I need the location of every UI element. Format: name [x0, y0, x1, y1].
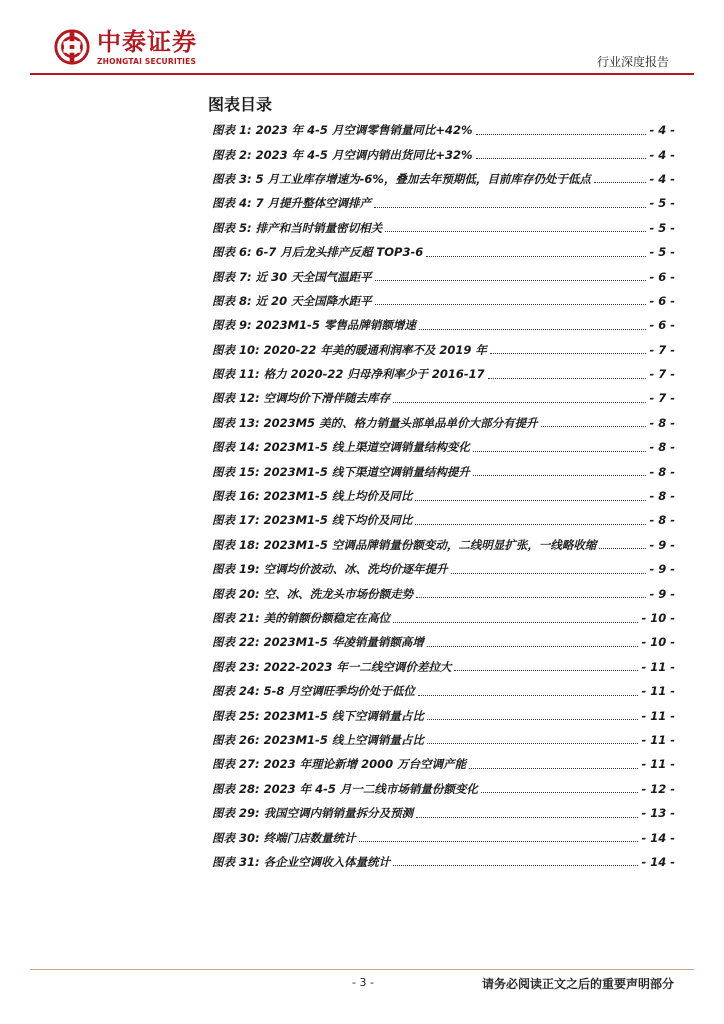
- toc-leader-dots: [415, 524, 646, 525]
- toc-item[interactable]: [212, 142, 675, 166]
- toc-leader-dots: [427, 646, 639, 647]
- toc-item-label: 图表 16: 2023M1-5 线上均价及同比: [212, 489, 413, 504]
- toc-leader-dots: [375, 280, 647, 281]
- toc-leader-dots: [393, 402, 646, 403]
- toc-leader-dots: [454, 670, 638, 671]
- toc-leader-dots: [427, 743, 639, 744]
- toc-item[interactable]: [212, 411, 675, 435]
- toc-leader-dots: [427, 719, 639, 720]
- toc-item-page: - 6 -: [649, 269, 675, 284]
- toc-item-page: - 4 -: [649, 147, 675, 162]
- toc-item-page: - 7 -: [649, 367, 675, 382]
- toc-item[interactable]: [212, 338, 675, 362]
- page-header: [0, 0, 724, 80]
- toc-item-label: 图表 10: 2020-22 年美的暖通利润率不及 2019 年: [212, 342, 487, 357]
- toc-item[interactable]: [212, 289, 675, 313]
- toc-item-label: 图表 23: 2022-2023 年一二线空调价差拉大: [212, 659, 452, 674]
- toc-item[interactable]: [212, 679, 675, 703]
- toc-item-page: - 14 -: [641, 854, 675, 869]
- toc-item-page: - 9 -: [649, 537, 675, 552]
- toc-item-page: - 4 -: [649, 123, 675, 138]
- toc-item-page: - 4 -: [649, 171, 675, 186]
- toc-item-label: 图表 29: 我国空调内销销量拆分及预测: [212, 806, 414, 821]
- toc-leader-dots: [419, 329, 647, 330]
- toc-item-label: 图表 12: 空调均价下滑伴随去库存: [212, 391, 391, 406]
- toc-item-label: 图表 4: 7 月提升整体空调排产: [212, 196, 372, 211]
- page-number: - 3 -: [352, 976, 374, 989]
- toc-item-page: - 14 -: [641, 830, 675, 845]
- toc-item[interactable]: [212, 167, 675, 191]
- toc-item-page: - 8 -: [649, 464, 675, 479]
- toc-item-page: - 11 -: [641, 732, 675, 747]
- toc-item-page: - 10 -: [641, 611, 675, 625]
- toc-leader-dots: [393, 622, 638, 623]
- toc-item-page: - 11 -: [641, 708, 675, 723]
- toc-item[interactable]: [212, 557, 675, 581]
- toc-item-page: - 8 -: [649, 415, 675, 430]
- toc-item[interactable]: [212, 118, 675, 142]
- toc-item[interactable]: [212, 655, 675, 679]
- toc-leader-dots: [418, 695, 639, 696]
- toc-item-label: 图表 22: 2023M1-5 华凌销量销额高增: [212, 635, 424, 650]
- toc-item[interactable]: [212, 752, 675, 776]
- toc-item-label: 图表 24: 5-8 月空调旺季均价处于低位: [212, 684, 415, 699]
- toc-leader-dots: [385, 231, 646, 232]
- logo-english-name: ZHONGTAI SECURITIES: [97, 56, 197, 66]
- toc-item-label: 图表 28: 2023 年 4-5 月一二线市场销量份额变化: [212, 781, 478, 796]
- toc-item-label: 图表 3: 5 月工业库存增速为-6%，叠加去年预期低，目前库存仍处于低点: [212, 171, 591, 186]
- footer-disclaimer: 请务必阅读正文之后的重要声明部分: [481, 977, 674, 991]
- toc-item-label: 图表 1: 2023 年 4-5 月空调零售销量同比+42%: [212, 123, 473, 138]
- toc-item[interactable]: [212, 508, 675, 532]
- toc-item-label: 图表 6: 6-7 月后龙头排产反超 TOP3-6: [212, 245, 424, 260]
- footer-divider: [30, 969, 694, 970]
- toc-item-page: - 9 -: [649, 562, 675, 577]
- toc-item-page: - 7 -: [649, 342, 675, 357]
- toc-item[interactable]: [212, 606, 675, 630]
- toc-item-label: 图表 31: 各企业空调收入体量统计: [212, 854, 391, 869]
- toc-item-page: - 10 -: [641, 635, 675, 650]
- toc-item[interactable]: [212, 216, 675, 240]
- toc-item-label: 图表 30: 终端门店数量统计: [212, 830, 356, 845]
- toc-leader-dots: [375, 304, 647, 305]
- toc-item-label: 图表 5: 排产和当时销量密切相关: [212, 220, 383, 235]
- toc-item-page: - 11 -: [641, 684, 675, 699]
- toc-item[interactable]: [212, 825, 675, 849]
- toc-leader-dots: [476, 158, 647, 159]
- toc-item[interactable]: [212, 703, 675, 727]
- toc-item-label: 图表 19: 空调均价波动、冰、洗均价逐年提升: [212, 562, 448, 577]
- toc-leader-dots: [469, 768, 638, 769]
- toc-item[interactable]: [212, 264, 675, 288]
- toc-item-page: - 8 -: [649, 440, 675, 455]
- toc-leader-dots: [416, 817, 638, 818]
- toc-item[interactable]: [212, 313, 675, 337]
- toc-item[interactable]: [212, 240, 675, 264]
- toc-leader-dots: [541, 426, 647, 427]
- toc-item-label: 图表 13: 2023M5 美的、格力销量头部单品单价大部分有提升: [212, 415, 538, 430]
- toc-item[interactable]: [212, 801, 675, 825]
- toc-leader-dots: [473, 451, 647, 452]
- toc-leader-dots: [426, 256, 646, 257]
- toc-item-label: 图表 14: 2023M1-5 线上渠道空调销量结构变化: [212, 440, 470, 455]
- toc-leader-dots: [473, 475, 647, 476]
- toc-item[interactable]: [212, 435, 675, 459]
- toc-item-page: - 6 -: [649, 293, 675, 308]
- toc-item-page: - 8 -: [649, 489, 675, 504]
- report-type: 行业深度报告: [596, 55, 669, 69]
- toc-item[interactable]: [212, 484, 675, 508]
- toc-item-label: 图表 21: 美的销额份额稳定在高位: [212, 611, 391, 625]
- toc-leader-dots: [481, 792, 639, 793]
- toc-item-label: 图表 15: 2023M1-5 线下渠道空调销量结构提升: [212, 464, 470, 479]
- toc-leader-dots: [359, 841, 639, 842]
- toc-item[interactable]: [212, 581, 675, 605]
- toc-leader-dots: [415, 500, 646, 501]
- toc-item[interactable]: [212, 191, 675, 215]
- toc-item-page: - 5 -: [649, 220, 675, 235]
- toc-item-label: 图表 25: 2023M1-5 线下空调销量占比: [212, 708, 424, 723]
- toc-item-label: 图表 7: 近 30 天全国气温距平: [212, 269, 372, 284]
- header-divider: [30, 73, 694, 75]
- toc-leader-dots: [416, 597, 646, 598]
- toc-leader-dots: [490, 353, 647, 354]
- figure-toc-list: [212, 118, 675, 874]
- toc-leader-dots: [451, 573, 647, 574]
- company-logo: [53, 28, 197, 66]
- toc-item[interactable]: [212, 386, 675, 410]
- toc-item[interactable]: [212, 630, 675, 654]
- toc-title: 图表目录: [208, 95, 273, 114]
- toc-item-label: 图表 26: 2023M1-5 线上空调销量占比: [212, 732, 424, 747]
- toc-item-label: 图表 17: 2023M1-5 线下均价及同比: [212, 513, 413, 528]
- toc-item-page: - 11 -: [641, 659, 675, 674]
- toc-item-page: - 7 -: [649, 391, 675, 406]
- toc-item[interactable]: [212, 728, 675, 752]
- toc-leader-dots: [594, 182, 647, 183]
- toc-item-label: 图表 18: 2023M1-5 空调品牌销量份额变动，二线明显扩张，一线略收缩: [212, 537, 597, 552]
- toc-leader-dots: [393, 865, 638, 866]
- toc-item-label: 图表 27: 2023 年理论新增 2000 万台空调产能: [212, 757, 467, 772]
- toc-item-label: 图表 20: 空、冰、洗龙头市场份额走势: [212, 586, 414, 601]
- toc-item[interactable]: [212, 777, 675, 801]
- toc-item[interactable]: [212, 362, 675, 386]
- toc-item-page: - 5 -: [649, 245, 675, 260]
- toc-item-label: 图表 2: 2023 年 4-5 月空调内销出货同比+32%: [212, 147, 473, 162]
- toc-leader-dots: [374, 207, 646, 208]
- toc-item-page: - 5 -: [649, 196, 675, 211]
- toc-item[interactable]: [212, 533, 675, 557]
- toc-item-page: - 8 -: [649, 513, 675, 528]
- toc-item-page: - 6 -: [649, 318, 675, 333]
- zhongtai-logo-icon: [53, 28, 91, 66]
- toc-item-page: - 11 -: [641, 757, 675, 772]
- toc-leader-dots: [599, 548, 646, 549]
- toc-item[interactable]: [212, 459, 675, 483]
- toc-leader-dots: [476, 134, 647, 135]
- toc-leader-dots: [488, 378, 647, 379]
- toc-item[interactable]: [212, 850, 675, 874]
- toc-item-label: 图表 8: 近 20 天全国降水距平: [212, 293, 372, 308]
- toc-item-label: 图表 11: 格力 2020-22 归母净利率少于 2016-17: [212, 367, 485, 382]
- toc-item-label: 图表 9: 2023M1-5 零售品牌销额增速: [212, 318, 416, 333]
- toc-item-page: - 9 -: [649, 586, 675, 601]
- logo-chinese-name: 中泰证券: [97, 27, 197, 56]
- toc-item-page: - 12 -: [641, 781, 675, 796]
- toc-item-page: - 13 -: [641, 806, 675, 821]
